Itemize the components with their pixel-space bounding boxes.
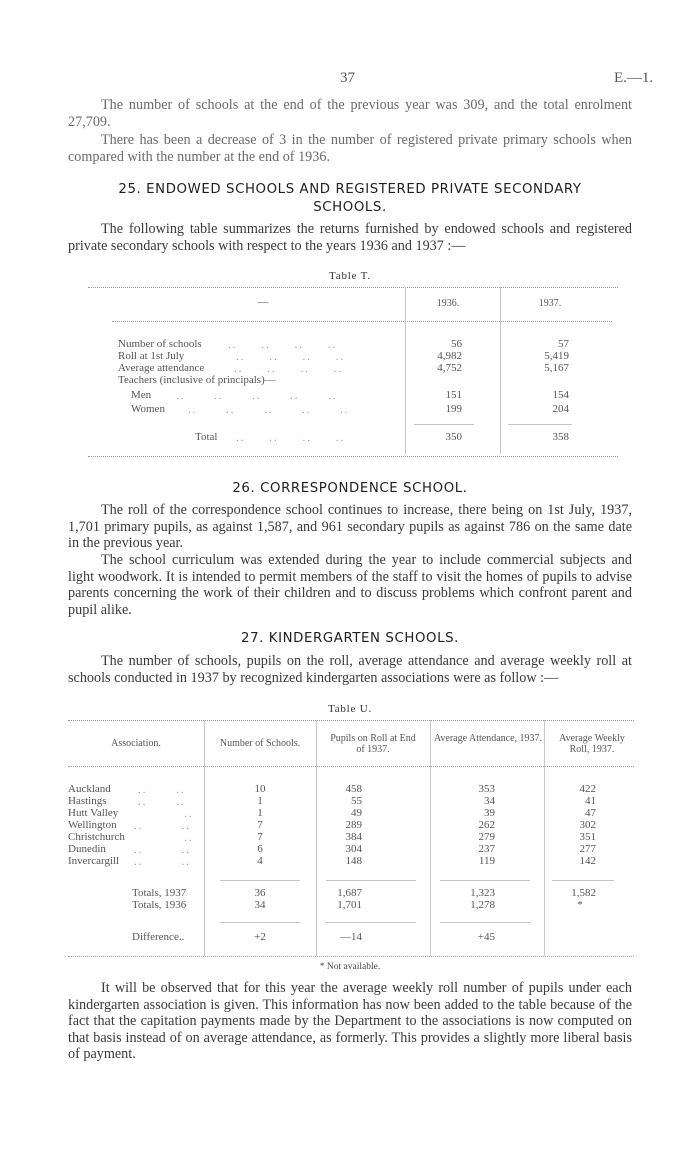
diff-rule-attendance bbox=[440, 922, 530, 923]
difference-pupils: —14 bbox=[340, 931, 362, 943]
section-25-heading-line-1: 25. ENDOWED SCHOOLS AND REGISTERED PRIVATE SECONDARY bbox=[118, 182, 582, 197]
schools-count: 1 bbox=[257, 807, 263, 819]
table-t-header-1936: 1936. bbox=[436, 298, 460, 309]
value-1937: 204 bbox=[552, 403, 569, 415]
totals-attendance: 1,323 bbox=[470, 887, 495, 899]
schools-count: 1 bbox=[257, 795, 263, 807]
totals-weekly: * bbox=[577, 899, 583, 911]
row-leaders: .. .. bbox=[138, 796, 186, 808]
table-t-divider-1 bbox=[405, 287, 406, 454]
row-leaders: .. .. .. .. .. bbox=[176, 390, 338, 402]
section-27-heading: 27. KINDERGARTEN SCHOOLS. bbox=[241, 631, 459, 646]
totals-schools: 34 bbox=[254, 899, 266, 911]
row-label: Men bbox=[131, 389, 152, 401]
pupils-count: 384 bbox=[345, 831, 362, 843]
attendance-count: 119 bbox=[478, 855, 495, 867]
value-1937: 5,167 bbox=[544, 362, 569, 374]
table-u-footnote: * Not available. bbox=[319, 962, 381, 972]
weekly-roll: 351 bbox=[579, 831, 596, 843]
value-1937: 5,419 bbox=[544, 350, 569, 362]
row-label: Number of schools bbox=[118, 338, 202, 350]
table-u-caption: Table U. bbox=[327, 703, 373, 715]
association-name: Invercargill bbox=[68, 855, 120, 867]
schools-count: 10 bbox=[254, 783, 266, 795]
row-leaders: .. .. bbox=[138, 784, 186, 796]
totals-pupils: 1,687 bbox=[337, 887, 362, 899]
schools-count: 4 bbox=[257, 855, 263, 867]
row-leaders: .. .. .. .. .. bbox=[188, 404, 350, 416]
section-26-paragraph-2: The school curriculum was extended during the year to include commercial subjects and light woodwork. It is intended to permit members of the staff to visit the homes of pupils to advise parents concerning the work of their children and to discuss problems which confront parent and pupil alike. bbox=[68, 552, 632, 618]
totals-schools: 36 bbox=[254, 887, 266, 899]
total-label: Total bbox=[195, 431, 218, 443]
attendance-count: 34 bbox=[484, 795, 495, 807]
row-leaders: .. .. .. .. bbox=[228, 339, 338, 351]
row-leaders: .. .. bbox=[134, 856, 191, 868]
association-name: Dunedin bbox=[68, 843, 106, 855]
weekly-roll: 41 bbox=[585, 795, 596, 807]
table-u-divider-2 bbox=[316, 720, 317, 956]
diff-rule-pupils bbox=[326, 922, 416, 923]
row-leaders: .. bbox=[184, 832, 194, 844]
difference-attendance: +45 bbox=[477, 931, 495, 943]
association-name: Hutt Valley bbox=[68, 807, 119, 819]
section-25-heading-line-2: SCHOOLS. bbox=[313, 200, 387, 215]
row-leaders: .. .. bbox=[134, 820, 191, 832]
table-t-divider-2 bbox=[500, 287, 501, 454]
sum-rule-schools bbox=[220, 880, 300, 881]
weekly-roll: 422 bbox=[579, 783, 596, 795]
section-27-closing-paragraph: It will be observed that for this year the average weekly roll number of pupils under each kindergarten association is given. This information has now been added to the table because of the fact that the capitation payments made by the Department to the associations is now computed on that basis instead of on average attendance, as formerly. This provides a slightly more liberal basis of payment. bbox=[68, 980, 632, 1063]
row-label: Teachers (inclusive of principals)— bbox=[118, 374, 276, 386]
table-u-header-association: Association. bbox=[111, 738, 161, 749]
association-name: Hastings bbox=[68, 795, 107, 807]
table-t-bottom-rule bbox=[88, 456, 618, 457]
section-27-text: The number of schools, pupils on the roll, average attendance and average weekly roll at schools conducted in 1937 by recognized kindergarten associations were as follow :— bbox=[68, 653, 632, 686]
attendance-count: 279 bbox=[478, 831, 495, 843]
table-u-divider-3 bbox=[430, 720, 431, 956]
table-t-caption: Table T. bbox=[329, 270, 371, 282]
difference-label: Difference.. bbox=[132, 931, 185, 943]
pupils-count: 458 bbox=[345, 783, 362, 795]
section-25-text: The following table summarizes the returns furnished by endowed schools and registered private secondary schools with respect to the years 1936 and 1937 :— bbox=[68, 221, 632, 254]
association-name: Auckland bbox=[68, 783, 111, 795]
pupils-count: 289 bbox=[345, 819, 362, 831]
section-25-heading bbox=[68, 181, 632, 217]
row-leaders: .. .. .. .. bbox=[234, 363, 344, 375]
page-number: 37 bbox=[340, 70, 355, 86]
attendance-count: 39 bbox=[484, 807, 495, 819]
value-1936: 56 bbox=[451, 338, 462, 350]
row-label: Women bbox=[131, 403, 165, 415]
report-reference: E.—1. bbox=[614, 70, 654, 86]
table-t-sum-rule-1937 bbox=[508, 424, 572, 425]
schools-count: 6 bbox=[257, 843, 263, 855]
value-1936: 151 bbox=[445, 389, 462, 401]
row-leaders: .. .. .. .. bbox=[236, 351, 346, 363]
table-u-header-weekly: Average Weekly Roll, 1937. bbox=[559, 733, 625, 755]
totals-attendance: 1,278 bbox=[470, 899, 495, 911]
table-t-header-rule bbox=[112, 321, 612, 322]
table-t-header-1937: 1937. bbox=[538, 298, 562, 309]
section-26-paragraph-1: The roll of the correspondence school continues to increase, there being on 1st July, 1937, 1,701 primary pupils, as against 1,587, and 961 secondary pupils as against 786 on the same date in the previous year. bbox=[68, 502, 632, 552]
schools-count: 7 bbox=[257, 819, 263, 831]
weekly-roll: 302 bbox=[579, 819, 596, 831]
value-1936: 4,752 bbox=[437, 362, 462, 374]
value-1937: 57 bbox=[558, 338, 569, 350]
schools-count: 7 bbox=[257, 831, 263, 843]
totals-label: Totals, 1937 bbox=[132, 887, 187, 899]
row-label: Roll at 1st July bbox=[118, 350, 185, 362]
row-label: Average attendance bbox=[118, 362, 205, 374]
table-t-sum-rule-1936 bbox=[414, 424, 474, 425]
pupils-count: 304 bbox=[345, 843, 362, 855]
total-1936: 350 bbox=[445, 431, 462, 443]
attendance-count: 353 bbox=[478, 783, 495, 795]
sum-rule-pupils bbox=[326, 880, 416, 881]
section-26-heading: 26. CORRESPONDENCE SCHOOL. bbox=[232, 481, 468, 496]
value-1936: 4,982 bbox=[437, 350, 462, 362]
attendance-count: 262 bbox=[478, 819, 495, 831]
pupils-count: 55 bbox=[351, 795, 362, 807]
table-t-header-blank: — bbox=[257, 296, 269, 308]
attendance-count: 237 bbox=[478, 843, 495, 855]
totals-weekly: 1,582 bbox=[571, 887, 596, 899]
difference-schools: +2 bbox=[254, 931, 266, 943]
row-leaders: .. bbox=[184, 808, 194, 820]
weekly-roll: 142 bbox=[579, 855, 596, 867]
association-name: Wellington bbox=[68, 819, 117, 831]
row-leaders: .. .. .. .. bbox=[236, 432, 346, 444]
table-u-header-attendance: Average Attendance, 1937. bbox=[433, 733, 543, 744]
value-1937: 154 bbox=[552, 389, 569, 401]
sum-rule-weekly bbox=[552, 880, 614, 881]
diff-rule-schools bbox=[220, 922, 300, 923]
table-u-bottom-rule bbox=[68, 956, 634, 957]
intro-paragraph-2: There has been a decrease of 3 in the number of registered private primary schools when compared with the number at the end of 1936. bbox=[68, 132, 632, 165]
row-leaders: .. .. bbox=[134, 844, 191, 856]
totals-label: Totals, 1936 bbox=[132, 899, 187, 911]
value-1936: 199 bbox=[445, 403, 462, 415]
weekly-roll: 277 bbox=[579, 843, 596, 855]
table-u-divider-4 bbox=[544, 720, 545, 956]
table-u-top-rule bbox=[68, 720, 634, 721]
table-u-header-rule bbox=[68, 766, 634, 767]
pupils-count: 49 bbox=[351, 807, 362, 819]
total-1937: 358 bbox=[552, 431, 569, 443]
weekly-roll: 47 bbox=[585, 807, 596, 819]
pupils-count: 148 bbox=[345, 855, 362, 867]
running-head bbox=[0, 70, 700, 90]
sum-rule-attendance bbox=[440, 880, 530, 881]
intro-paragraph-1: The number of schools at the end of the previous year was 309, and the total enrolment 27,709. bbox=[68, 97, 632, 130]
table-t-top-rule bbox=[88, 287, 618, 288]
table-u-header-schools: Number of Schools. bbox=[219, 738, 301, 749]
table-u-header-pupils: Pupils on Roll at End of 1937. bbox=[330, 733, 416, 755]
totals-pupils: 1,701 bbox=[337, 899, 362, 911]
association-name: Christchurch bbox=[68, 831, 125, 843]
table-u-divider-1 bbox=[204, 720, 205, 956]
